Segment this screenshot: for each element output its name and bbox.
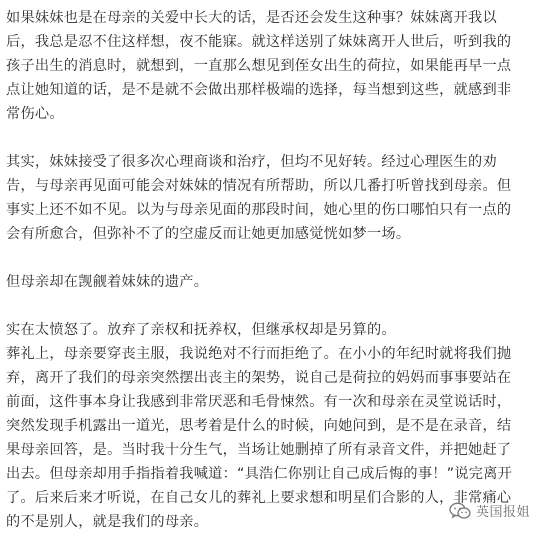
paragraph-spacer	[6, 246, 538, 270]
paragraph	[6, 270, 538, 294]
text-line: 会有所愈合，但弥补不了的空虚反而让她更加感觉恍如梦一场。	[6, 226, 411, 242]
text-line: 突然发现手机露出一道光，思考着是什么的时候，向她问到，是不是在录音，结	[6, 418, 512, 434]
paragraph-spacer	[6, 294, 538, 318]
article-body	[6, 6, 538, 534]
text-line: 其实，妹妹接受了很多次心理商谈和治疗，但均不见好转。经过心理医生的劝	[6, 154, 497, 170]
paragraph	[6, 150, 538, 246]
watermark	[449, 501, 530, 520]
watermark-text: 英国报姐	[475, 505, 530, 520]
text-line: 告，与母亲再见面可能会对妹妹的情况有所帮助，所以几番打听曾找到母亲。但	[6, 178, 512, 194]
text-line: 果母亲回答，是。当时我十分生气，当场让她删掉了所有录音文件，并把她赶了	[6, 442, 512, 458]
text-line: 孩子出生的消息时，就想到，一直那么想见到侄女出生的荷拉，如果能再早一点	[6, 58, 512, 74]
text-line: 后，我总是忍不住这样想，夜不能寐。就这样送别了妹妹离开人世后，听到我的	[6, 34, 512, 50]
text-line: 葬礼上，母亲要穿丧主服，我说绝对不行而拒绝了。在小小的年纪时就将我们抛	[6, 346, 512, 362]
text-line: 了。后来后来才听说，在自己女儿的葬礼上要求想和明星们合影的人，非常痛心	[6, 490, 512, 506]
text-line: 但母亲却在觊觎着妹妹的遗产。	[6, 274, 209, 290]
paragraph	[6, 6, 538, 126]
text-line: 点让她知道的话，是不是就不会做出那样极端的选择，每当想到这些，就感到非	[6, 82, 512, 98]
text-line: 实在太愤怒了。放弃了亲权和抚养权，但继承权却是另算的。	[6, 322, 396, 338]
text-line: 出去。但母亲却用手指指着我喊道：“具浩仁你别让自己成后悔的事！”说完离开	[6, 466, 513, 482]
paragraph-spacer	[6, 126, 538, 150]
text-line: 常伤心。	[6, 106, 64, 122]
text-line: 弃，离开了我们的母亲突然摆出丧主的架势，说自己是荷拉的妈妈而事事要站在	[6, 370, 512, 386]
text-line: 如果妹妹也是在母亲的关爱中长大的话，是否还会发生这种事？妹妹离开我以	[6, 10, 497, 26]
text-line: 前面，这件事本身让我感到非常厌恶和毛骨悚然。有一次和母亲在灵堂说话时，	[6, 394, 512, 410]
text-line: 的不是别人，就是我们的母亲。	[6, 514, 209, 530]
text-line: 事实上还不如不见。以为与母亲见面的那段时间，她心里的伤口哪怕只有一点的	[6, 202, 512, 218]
wechat-icon	[449, 502, 471, 520]
